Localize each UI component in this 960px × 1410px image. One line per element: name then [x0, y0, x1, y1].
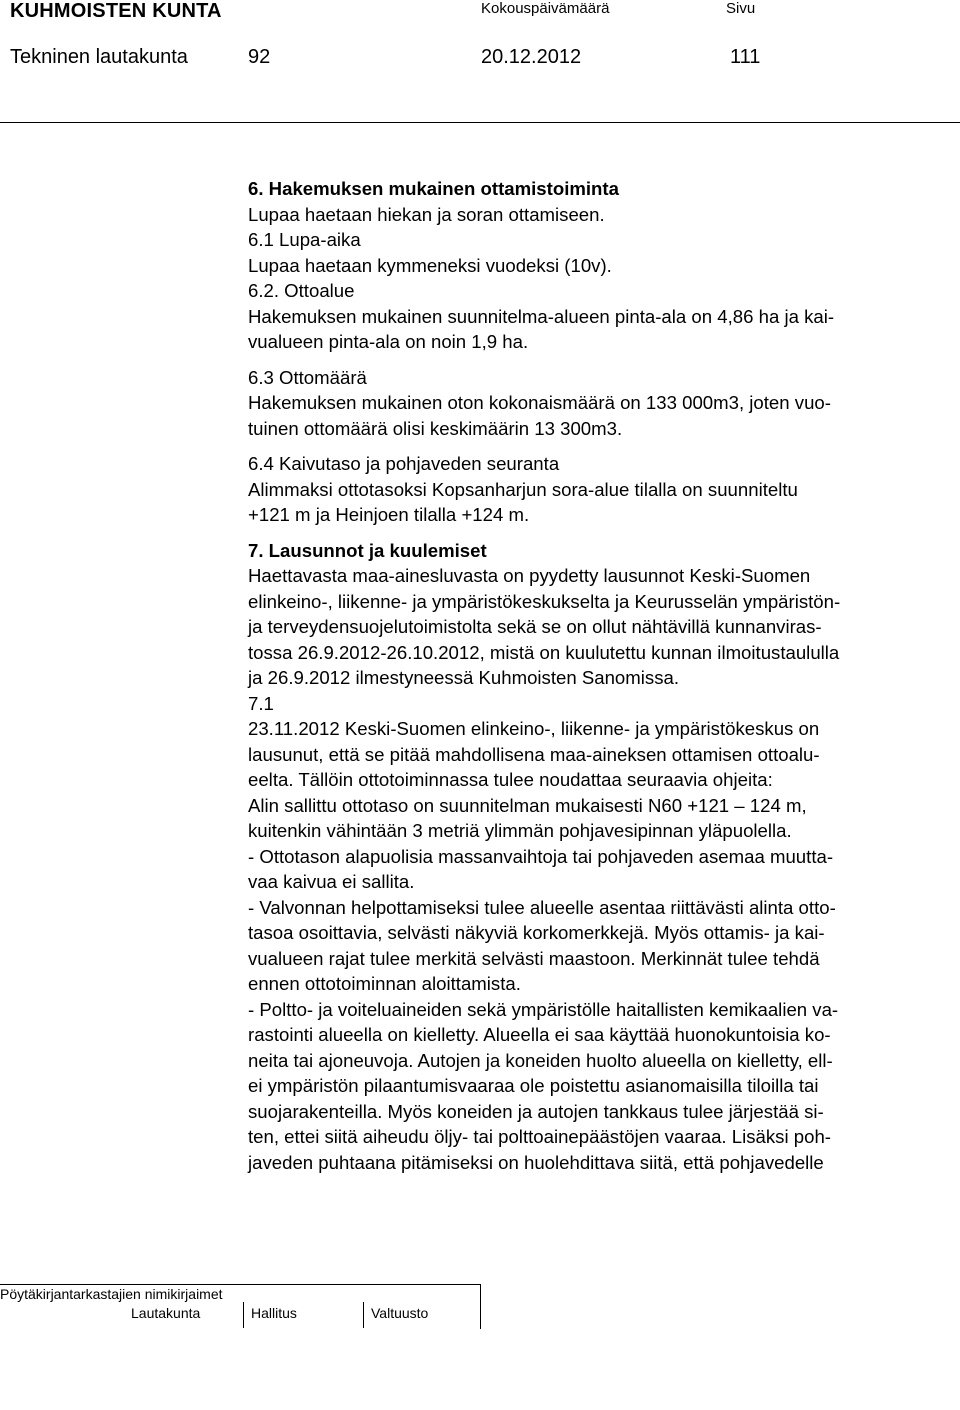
footer-col-valtuusto: Valtuusto	[371, 1305, 429, 1321]
footer-divider	[363, 1302, 364, 1328]
committee-name: Tekninen lautakunta	[10, 46, 188, 68]
footer-divider	[243, 1302, 244, 1328]
page-number: 111	[730, 46, 761, 68]
text-line: Hakemuksen mukainen suunnitelma-alueen pinta-ala on 4,86 ha ja kai-	[248, 305, 835, 327]
text-line: neita tai ajoneuvoja. Autojen ja koneiden huolto alueella on kielletty, ell-	[248, 1049, 833, 1071]
subheading-6-2: 6.2. Ottoalue	[248, 280, 355, 301]
paragraph-gap	[248, 355, 960, 365]
text-line: tasoa osoittavia, selvästi näkyviä korkomerkkejä. Myös ottamis- ja kai-	[248, 922, 825, 943]
footer-col-lautakunta: Lautakunta	[131, 1305, 201, 1321]
subheading-6-3: 6.3 Ottomäärä	[248, 366, 367, 388]
text-line: Alimmaksi ottotasoksi Kopsanharjun sora-alue tilalla on suunniteltu	[248, 478, 798, 500]
text-line: ei ympäristön pilaantumisvaaraa ole poistettu asianomaisilla tiloilla tai	[248, 1075, 819, 1096]
subheading-6-1: 6.1 Lupa-aika	[248, 229, 361, 250]
text-line: Lupaa haetaan hiekan ja soran ottamiseen.	[248, 203, 605, 225]
text-line: +121 m ja Heinjoen tilalla +124 m.	[248, 504, 530, 525]
text-line: rastointi alueella on kielletty. Alueella ei saa käyttää huonokuntoisia ko-	[248, 1024, 831, 1045]
document-body	[248, 176, 960, 1175]
heading-6: 6. Hakemuksen mukainen ottamistoiminta	[248, 178, 619, 199]
text-line: Haettavasta maa-ainesluvasta on pyydetty lausunnot Keski-Suomen	[248, 565, 811, 586]
section-number: 92	[248, 46, 271, 68]
paragraph-gap	[248, 528, 960, 538]
text-line: vaa kaivua ei sallita.	[248, 871, 415, 892]
text-line: Lupaa haetaan kymmeneksi vuodeksi (10v).	[248, 254, 612, 276]
page-label: Sivu	[726, 0, 756, 17]
text-line: tossa 26.9.2012-26.10.2012, mistä on kuulutettu kunnan ilmoitustaululla	[248, 641, 840, 663]
subheading-6-4: 6.4 Kaivutaso ja pohjaveden seuranta	[248, 453, 560, 474]
text-line: javeden puhtaana pitämiseksi on huolehdittava siitä, että pohjavedelle	[248, 1151, 824, 1173]
text-line: ennen ottotoiminnan aloittamista.	[248, 973, 521, 994]
header-divider	[0, 122, 960, 123]
text-line: suojarakenteilla. Myös koneiden ja autojen tankkaus tulee järjestää si-	[248, 1100, 824, 1122]
heading-7: 7. Lausunnot ja kuulemiset	[248, 539, 487, 561]
text-line: vualueen rajat tulee merkitä selvästi maastoon. Merkinnät tulee tehdä	[248, 947, 820, 969]
text-line: - Valvonnan helpottamiseksi tulee alueelle asentaa riittävästi alinta otto-	[248, 896, 836, 918]
text-line: Hakemuksen mukainen oton kokonaismäärä on 133 000m3, joten vuo-	[248, 392, 831, 413]
text-line: ja terveydensuojelutoimistolta sekä se on ollut nähtävillä kunnanviras-	[248, 616, 822, 637]
signatures-label: Pöytäkirjantarkastajien nimikirjaimet	[0, 1286, 223, 1302]
text-line: tuinen ottomäärä olisi keskimäärin 13 300m3.	[248, 417, 623, 439]
text-line: elinkeino-, liikenne- ja ympäristökeskukselta ja Keurusselän ympäristön-	[248, 590, 841, 612]
text-line: Alin sallittu ottotaso on suunnitelman mukaisesti N60 +121 – 124 m,	[248, 794, 807, 816]
paragraph-gap	[248, 441, 960, 451]
meeting-date: 20.12.2012	[481, 46, 582, 68]
text-line: lausunut, että se pitää mahdollisena maa-aineksen ottamisen ottoalu-	[248, 743, 820, 765]
organization-name: KUHMOISTEN KUNTA	[10, 0, 222, 22]
subheading-7-1: 7.1	[248, 692, 274, 714]
text-line: vualueen pinta-ala on noin 1,9 ha.	[248, 331, 529, 352]
meeting-date-label: Kokouspäivämäärä	[481, 0, 610, 17]
text-line: kuitenkin vähintään 3 metriä ylimmän pohjavesipinnan yläpuolella.	[248, 820, 792, 841]
footer-col-hallitus: Hallitus	[251, 1305, 297, 1321]
text-line: 23.11.2012 Keski-Suomen elinkeino-, liikenne- ja ympäristökeskus on	[248, 718, 820, 739]
text-line: ten, ettei siitä aiheudu öljy- tai polttoainepäästöjen vaaraa. Lisäksi poh-	[248, 1126, 831, 1147]
text-line: eelta. Tällöin ottotoiminnassa tulee noudattaa seuraavia ohjeita:	[248, 769, 773, 790]
text-line: - Ottotason alapuolisia massanvaihtoja tai pohjaveden asemaa muutta-	[248, 845, 834, 867]
text-line: ja 26.9.2012 ilmestyneessä Kuhmoisten Sanomissa.	[248, 667, 679, 688]
text-line: - Poltto- ja voiteluaineiden sekä ympäristölle haitallisten kemikaalien va-	[248, 998, 839, 1020]
